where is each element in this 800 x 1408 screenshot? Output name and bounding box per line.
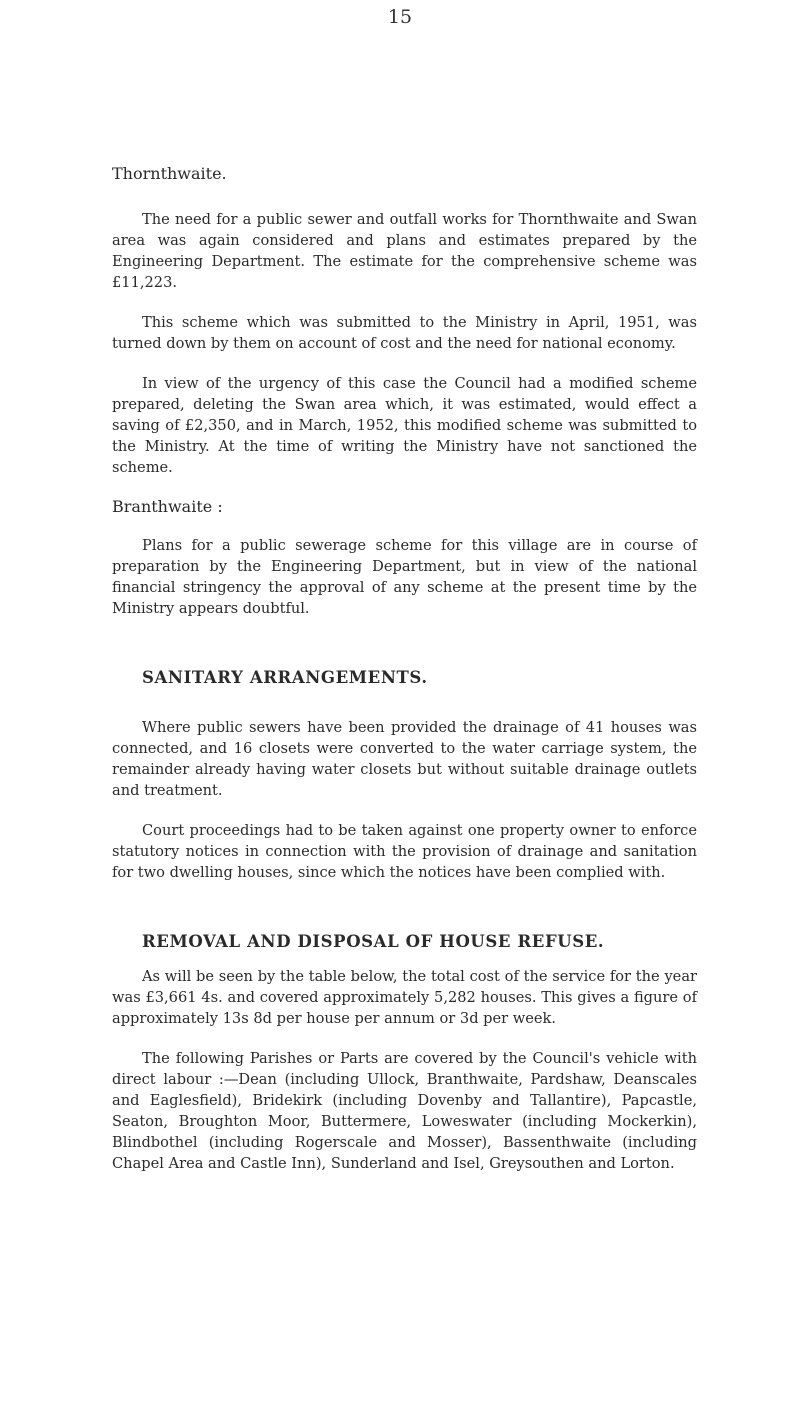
section-label-branthwaite: Branthwaite : (112, 497, 223, 516)
section-label-thornthwaite: Thornthwaite. (112, 164, 227, 183)
paragraph-refuse-parishes: The following Parishes or Parts are covered by the Council's vehicle with direct labour :—Dean (including Ullock, Branthwaite, Pardshaw, Deanscales and Eaglesfield), Bridekirk (including Dovenby and Tallantire), Papcastle, Seaton, Broughton Moor, Buttermere, Loweswater (including Mockerkin), Blindbothel (including Rogerscale and Mosser), Bassenthwaite (including Chapel Area and Castle Inn), Sunderland and Isel, Greysouthen and Lorton. (112, 1050, 697, 1172)
paragraph-sanitary-drainage: Where public sewers have been provided the drainage of 41 houses was connected, and 16 closets were converted to the water carriage system, the remainder already having water closets but without suitable drainage outlets and treatment. (112, 719, 697, 799)
heading-refuse-removal: REMOVAL AND DISPOSAL OF HOUSE REFUSE. (142, 932, 605, 951)
page-number: 15 (387, 6, 413, 28)
paragraph-sanitary-court: Court proceedings had to be taken against one property owner to enforce statutory notices in connection with the provision of drainage and sanitation for two dwelling houses, since which the notices have been complied with. (112, 822, 697, 881)
page-body (112, 44, 697, 1174)
paragraph-thornthwaite-ministry: This scheme which was submitted to the Ministry in April, 1951, was turned down by them on account of cost and the need for national economy. (112, 314, 697, 352)
paragraph-refuse-cost: As will be seen by the table below, the total cost of the service for the year was £3,661 4s. and covered approximately 5,282 houses. This gives a figure of approximately 13s 8d per house per annum or 3d per week. (112, 968, 697, 1027)
heading-sanitary-arrangements: SANITARY ARRANGEMENTS. (142, 668, 428, 687)
paragraph-thornthwaite-estimate: The need for a public sewer and outfall works for Thornthwaite and Swan area was again considered and plans and estimates prepared by the Engineering Department. The estimate for the comprehensive scheme was £11,223. (112, 211, 697, 291)
paragraph-branthwaite-plans: Plans for a public sewerage scheme for this village are in course of preparation by the Engineering Department, but in view of the national financial stringency the approval of any scheme at the present time by the Ministry appears doubtful. (112, 537, 697, 617)
paragraph-thornthwaite-modified-scheme: In view of the urgency of this case the Council had a modified scheme prepared, deleting the Swan area which, it was estimated, would effect a saving of £2,350, and in March, 1952, this modified scheme was submitted to the Ministry. At the time of writing the Ministry have not sanctioned the scheme. (112, 375, 697, 476)
